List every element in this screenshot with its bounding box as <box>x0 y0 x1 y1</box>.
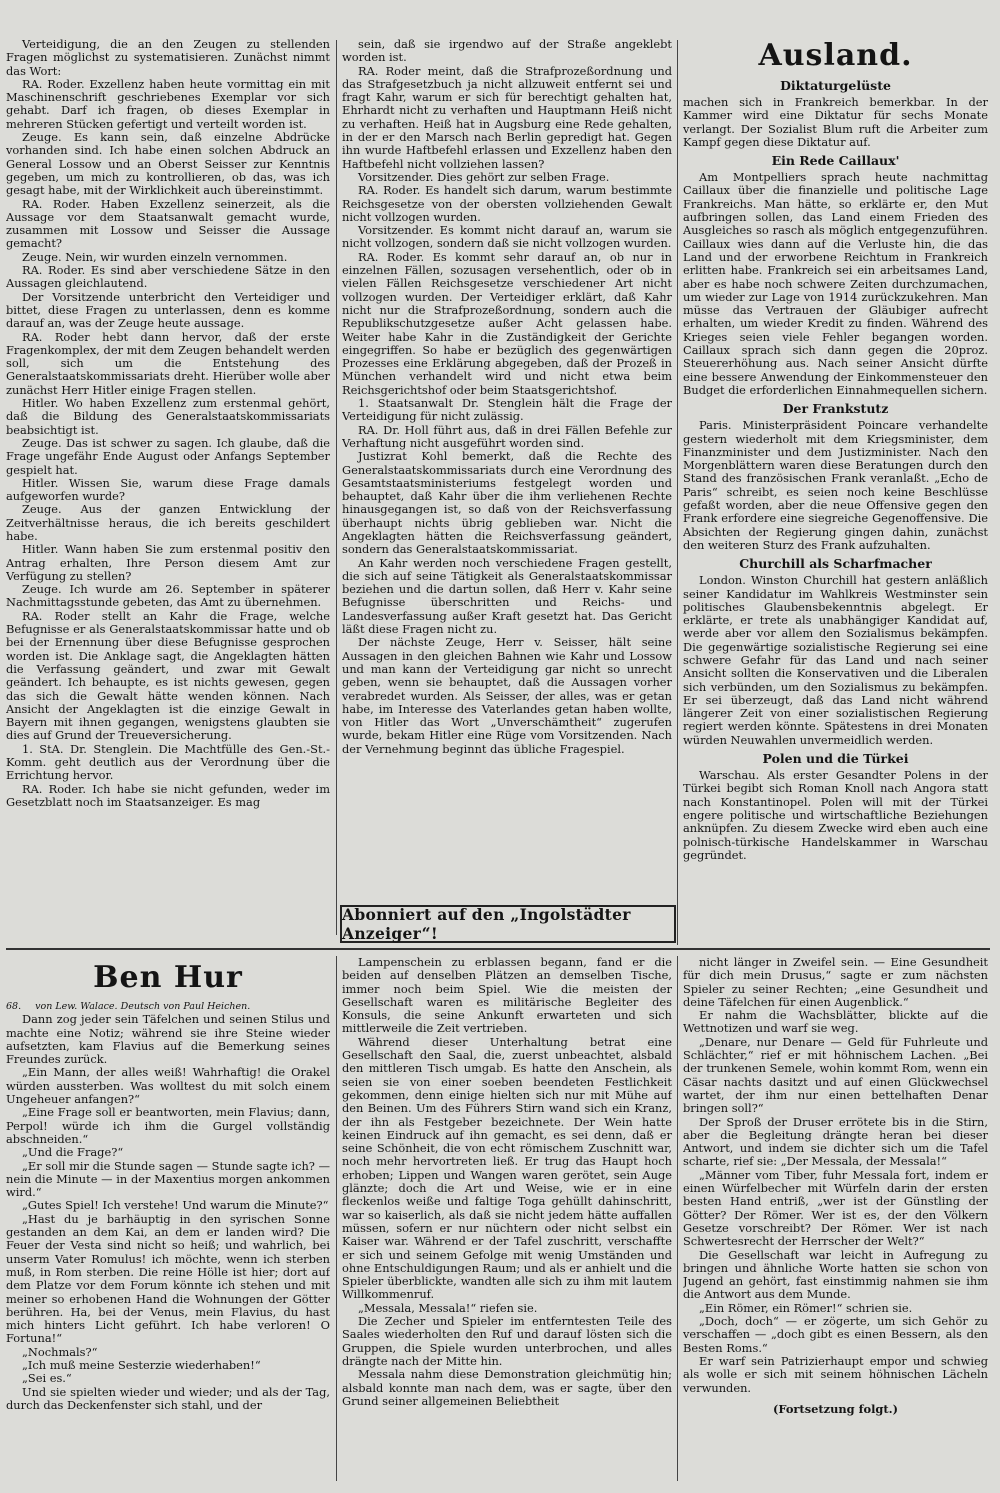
article-paragraph: 1. StA. Dr. Stenglein. Die Machtfülle des Gen.-St.-Komm. geht deutlich aus der Verordnung über die Errichtung hervor. <box>6 741 330 783</box>
novel-paragraph: „Männer vom Tiber, fuhr Messala fort, indem er einen Würfelbecher mit Würfeln darin der ersten besten Hand entriß, „wer ist der Günstling der Götter? Der Römer. Wer ist es, der den Völkern Gesetze vorschreibt? Der Römer. Wer ist nach Schwertesrecht der Herrscher der Welt?“ <box>683 1167 988 1249</box>
upper-column-2 <box>342 38 672 900</box>
article-paragraph: Hitler. Wo haben Exzellenz zum erstenmal gehört, daß die Bildung des Generalstaatskommissariats beabsichtigt ist. <box>6 396 330 437</box>
novel-column-1 <box>6 956 330 1486</box>
upper-column-3-foreign-news <box>683 38 988 948</box>
novel-paragraph: „Sei es.“ <box>22 1371 72 1386</box>
novel-paragraph: „Hast du je barhäuptig in den syrischen Sonne gestanden an dem Kai, an dem er landen wird? Die Feuer der Vesta sind nicht so heiß; und wahrlich, bei unserm Vater Romulus! ich möchte, wenn ich sterben muß, in Rom sterben. Die reine Hölle ist hier; dort auf dem Platze vor dem Forum könnte ich stehen und mit meiner so erhobenen Hand die Wohnungen der Götter berühren. Ha, bei der Venus, mein Flavius, du hast mich hinters Licht geführt. Ich habe verloren! O Fortuna!“ <box>6 1211 330 1346</box>
news-subheading: Ein Rede Caillaux' <box>771 153 900 169</box>
novel-column-1-body <box>6 1013 330 1412</box>
novel-paragraph: „Und die Frage?“ <box>22 1145 124 1160</box>
article-paragraph: Zeuge. Nein, wir wurden einzeln vernommen. <box>22 249 288 264</box>
novel-paragraph: Er nahm die Wachsblätter, blickte auf die Wettnotizen und warf sie weg. <box>683 1008 988 1036</box>
novel-title: Ben Hur <box>93 960 243 995</box>
novel-paragraph: „Ein Mann, der alles weiß! Wahrhaftig! die Orakel würden aussterben. Was wolltest du mit solch einem Ungeheuer anfangen?“ <box>6 1065 330 1107</box>
novel-paragraph: „Denare, nur Denare — Geld für Fuhrleute und Schlächter,“ rief er mit höhnischem Lachen. „Bei der trunkenen Semele, wohin kommt Rom, wenn ein Cäsar nachts dasitzt und auf einen Glückwechsel wartet, der ihm nur einen bettelhaften Denar bringen soll?“ <box>683 1034 988 1116</box>
novel-paragraph: Die Zecher und Spieler im entferntesten Teile des Saales wiederholten den Ruf und darauf lösten sich die Gruppen, die Spiele wurden unterbrochen, und alles drängte nach der Mitte hin. <box>342 1314 672 1368</box>
news-paragraph: London. Winston Churchill hat gestern anläßlich seiner Kandidatur im Wahlkreis Westminster sein politisches Glaubensbekenntnis abgelegt. Er erklärte, er trete als unabhängiger Kandidat auf, werde aber vor allem den Sozialismus bekämpfen. Die gegenwärtige sozialistische Regierung sei eine schwere Gefahr für das Land und nach seiner Ansicht sollten die Konservativen und die Liberalen sich verbünden, um den Sozialismus zu bekämpfen. Er sei überzeugt, daß das Land nicht während längerer Zeit von einer sozialistischen Regierung regiert werden könnte. Spätestens in drei Monaten würden Neuwahlen unvermeidlich werden. <box>683 573 988 747</box>
article-paragraph: An Kahr werden noch verschiedene Fragen gestellt, die sich auf seine Tätigkeit als Generalstaatskommissar beziehen und die dartun sollen, daß Herr v. Kahr seine Befugnisse überschritten und Reichs- und Landesverfassung außer Kraft gesetzt hat. Das Gericht läßt diese Fragen nicht zu. <box>342 555 672 637</box>
installment-number: 68. <box>6 1001 22 1012</box>
article-paragraph: Hitler. Wann haben Sie zum erstenmal positiv den Antrag erhalten, Ihre Person diesem Amt zur Verfügung zu stellen? <box>6 542 330 583</box>
article-paragraph: Der Vorsitzende unterbricht den Verteidiger und bittet, diese Fragen zu unterlassen, denn es komme darauf an, was der Zeuge heute aussage. <box>6 289 330 331</box>
news-paragraph: Warschau. Als erster Gesandter Polens in der Türkei begibt sich Roman Knoll nach Angora statt nach Konstantinopel. Polen will mit der Türkei engere politische und wirtschaftliche Beziehungen anknüpfen. Zu diesem Zwecke wird eben auch eine polnisch-türkische Handelskammer in Warschau gegründet. <box>683 768 988 862</box>
article-paragraph: Verteidigung, die an den Zeugen zu stellenden Fragen möglichst zu systematisieren. Zunächst nimmt das Wort: <box>6 38 330 78</box>
novel-paragraph: „Ich muß meine Sesterzie wiederhaben!“ <box>22 1358 261 1373</box>
novel-column-3-body <box>683 956 988 1395</box>
column-rule <box>336 40 337 935</box>
novel-paragraph: „Gutes Spiel! Ich verstehe! Und warum die Minute?“ <box>22 1198 329 1213</box>
article-paragraph: RA. Roder hebt dann hervor, daß der erste Fragenkomplex, der mit dem Zeugen behandelt werden soll, sich um die Entstehung des Generalstaatskommissariats dreht. Hierüber wolle aber zunächst Herr Hitler einige Fragen stellen. <box>6 329 330 397</box>
novel-paragraph: Während dieser Unterhaltung betrat eine Gesellschaft den Saal, die, zuerst unbeachtet, alsbald den mittleren Tisch umgab. Es hatte den Anschein, als seien sie von einer soeben beendeten Festlichkeit gekommen, denn einige hielten sich nur mit Mühe auf den Beinen. Um des Führers Stirn wand sich ein Kranz, der ihn als Festgeber bezeichnete. Der Wein hatte keinen Eindruck auf ihn gemacht, es sei denn, daß er seine Schönheit, die von echt römischem Zuschnitt war, noch mehr hervortreten ließ. Er trug das Haupt hoch erhoben; Lippen und Wangen waren gerötet, sein Auge glänzte; doch die Art und Weise, wie er in eine fleckenlos weiße und faltige Toga gehüllt dahinschritt, war so kaiserlich, als daß sie nicht jedem hätte auffallen müssen, sofern er nur nüchtern oder nicht selbst ein Kaiser war. Während er der Tafel zuschritt, verschaffte er sich und seinem Gefolge mit wenig Umständen und ohne Entschuldigungen Raum; und als er anhielt und die Spieler überblickte, wandten alle sich zu ihm mit lautem Willkommenruf. <box>342 1034 672 1302</box>
novel-paragraph: „Doch, doch“ — er zögerte, um sich Gehör zu verschaffen — „doch gibt es einen Bessern, als den Besten Roms.“ <box>683 1314 988 1355</box>
news-paragraph: Paris. Ministerpräsident Poincare verhandelte gestern wiederholt mit dem Kriegsminister, dem Finanzminister und dem Justizminister. Nach den Morgenblättern waren diese Beratungen durch den Stand des französischen Frank veranlaßt. „Echo de Paris“ schreibt, es seien noch keine Beschlüsse gefaßt worden, aber die neue Offensive gegen den Frank erfordere eine siegreiche Gegenoffensive. Die Absichten der Regierung gingen dahin, zunächst den weiteren Sturz des Frank aufzuhalten. <box>683 418 988 552</box>
article-paragraph: Zeuge. Aus der ganzen Entwicklung der Zeitverhältnisse heraus, die ich bereits geschildert habe. <box>6 502 330 543</box>
news-subheading: Polen und die Türkei <box>762 751 909 767</box>
article-paragraph: Justizrat Kohl bemerkt, daß die Rechte des Generalstaatskommissariats durch eine Verordnung des Gesamtstaatsministeriums festgelegt worden und behauptet, daß Kahr über die ihm verliehenen Rechte hinausgegangen ist, so daß von der Reichsverfassung überhaupt nichts übrig geblieben war. Nicht die Angeklagten hätten die Reichsverfassung geändert, sondern das Generalstaatskommissariat. <box>342 449 672 557</box>
novel-paragraph: Der Sproß der Druser errötete bis in die Stirn, aber die Begleitung drängte heran bei dieser Antwort, und indem sie dichter sich um die Tafel scharte, rief sie: „Der Messala, der Messala!“ <box>683 1114 988 1169</box>
article-paragraph: RA. Dr. Holl führt aus, daß in drei Fällen Befehle zur Verhaftung nicht ausgeführt worden sind. <box>342 422 672 450</box>
article-paragraph: Vorsitzender. Dies gehört zur selben Frage. <box>358 169 610 184</box>
novel-paragraph: „Ein Römer, ein Römer!“ schrien sie. <box>699 1300 913 1315</box>
novel-paragraph: Messala nahm diese Demonstration gleichmütig hin; alsbald konnte man nach dem, was er sagte, über den Grund seiner allgemeinen Beliebtheit <box>342 1367 672 1408</box>
article-paragraph: Zeuge. Das ist schwer zu sagen. Ich glaube, daß die Frage ungefähr Ende August oder Anfangs September gespielt hat. <box>6 435 330 477</box>
news-paragraph: Am Montpelliers sprach heute nachmittag Caillaux über die finanzielle und politische Lage Frankreichs. Man hätte, so erklärte er, den Mut aufbringen sollen, das Land einem Frieden des Ausgleiches so rasch als möglich entgegenzuführen. Caillaux wies dann auf die Verluste hin, die das Land und der erworbene Reichtum in Frankreich erlitten habe. Frankreich sei ein arbeitsames Land, aber es habe noch schwere Zeiten durchzumachen, um wieder zur Lage von 1914 zurückzukehren. Man müsse das Vertrauen der Gläubiger aufrecht erhalten, um wieder Kredit zu finden. Während des Krieges seien viele Fehler begangen worden. Caillaux sprach sich dann gegen die 20proz. Steuererhöhung aus. Nach seiner Ansicht dürfte eine bessere Anwendung der Einkommensteuer den Budget die erforderlichen Einnahmequellen sichern. <box>683 170 988 397</box>
novel-paragraph: „Er soll mir die Stunde sagen — Stunde sagte ich? — nein die Minute — in der Maxentius morgen ankommen wird.“ <box>6 1158 330 1200</box>
novel-paragraph: „Messala, Messala!“ riefen sie. <box>358 1300 538 1315</box>
article-paragraph: RA. Roder. Exzellenz haben heute vormittag ein mit Maschinenschrift geschriebenes Exemplar vor sich gehabt. Darf ich fragen, ob dieses Exemplar in mehreren Stücken gefertigt und verteilt worden ist. <box>6 76 330 131</box>
news-subheading: Churchill als Scharfmacher <box>739 556 932 572</box>
article-paragraph: RA. Roder. Haben Exzellenz seinerzeit, als die Aussage vor dem Staatsanwalt gemacht wurde, zusammen mit Lossow und Seisser die Aussage gemacht? <box>6 196 330 251</box>
upper-column-1 <box>6 38 330 938</box>
subscription-banner: Abonniert auf den „Ingolstädter Anzeiger“! <box>340 905 676 943</box>
novel-paragraph: Dann zog jeder sein Täfelchen und seinen Stilus und machte eine Notiz; während sie ihre Steine wieder aufsetzten, kam Flavius auf die Bemerkung seines Freundes zurück. <box>6 1012 330 1067</box>
article-paragraph: Vorsitzender. Es kommt nicht darauf an, warum sie nicht vollzogen, sondern daß sie nicht vollzogen wurden. <box>342 223 672 251</box>
article-paragraph: Zeuge. Es kann sein, daß einzelne Abdrücke vorhanden sind. Ich habe einen solchen Abdruck an General Lossow und an Oberst Seisser zur Kenntnis gegeben, um mich zu kontrollieren, ob das, was ich gesagt habe, mit der Wirklichkeit auch übereinstimmt. <box>6 130 330 198</box>
section-title: Ausland. <box>758 38 913 73</box>
article-paragraph: RA. Roder stellt an Kahr die Frage, welche Befugnisse er als Generalstaatskommissar hatte und ob bei der Ernennung über diese Befugnisse gesprochen worden ist. Die Anklage sagt, die Angeklagten hätten die Verfassung geändert, und zwar mit Gewalt geändert. Ich behaupte, es ist nichts gewesen, gegen das sich die Gewalt hätte wenden können. Nach Ansicht der Angeklagten ist die einzige Gewalt in Bayern mit ihnen gegangen, wenigstens glaubten sie dies auf Grund der Treueversicherung. <box>6 608 330 743</box>
column-rule <box>336 956 337 1481</box>
article-paragraph: Zeuge. Ich wurde am 26. September in späterer Nachmittagsstunde gebeten, das Amt zu übernehmen. <box>6 582 330 610</box>
article-paragraph: RA. Roder. Ich habe sie nicht gefunden, weder im Gesetzblatt noch im Staatsanzeiger. Es mag <box>6 781 330 809</box>
news-paragraph: machen sich in Frankreich bemerkbar. In der Kammer wird eine Diktatur für sechs Monate verlangt. Der Sozialist Blum ruft die Arbeiter zum Kampf gegen diese Diktatur auf. <box>683 95 988 149</box>
novel-paragraph: „Nochmals?“ <box>22 1344 98 1359</box>
article-paragraph: sein, daß sie irgendwo auf der Straße angeklebt worden ist. <box>342 38 672 65</box>
column-rule <box>677 956 678 1481</box>
novel-paragraph: „Eine Frage soll er beantworten, mein Flavius; dann, Perpol! würde ich ihm die Gurgel vollständig abschneiden.“ <box>6 1105 330 1146</box>
article-paragraph: RA. Roder. Es handelt sich darum, warum bestimmte Reichsgesetze von der obersten vollziehenden Gewalt nicht vollzogen wurden. <box>342 183 672 224</box>
section-divider <box>6 948 990 950</box>
article-paragraph: RA. Roder meint, daß die Strafprozeßordnung und das Strafgesetzbuch ja nicht allzuweit entfernt sei und fragt Kahr, warum er sich für berechtigt gehalten hat, Ehrhardt nicht zu verhaften und Hauptmann Heiß nicht zu verhaften. Heiß hat in Augsburg eine Rede gehalten, in der er den Marsch nach Berlin gepredigt hat. Gegen ihn wurde Haftbefehl erlassen und Exzellenz haben den Haftbefehl nicht vollziehen lassen? <box>342 63 672 171</box>
article-paragraph: Hitler. Wissen Sie, warum diese Frage damals aufgeworfen wurde? <box>6 475 330 504</box>
novel-paragraph: Die Gesellschaft war leicht in Aufregung zu bringen und ähnliche Worte hatten sie schon von Jugend an gehört, fast einstimmig nahmen sie ihm die Antwort aus dem Munde. <box>683 1247 988 1302</box>
article-paragraph: 1. Staatsanwalt Dr. Stenglein hält die Frage der Verteidigung für nicht zulässig. <box>342 396 672 424</box>
column-rule <box>677 40 678 945</box>
news-subheading: Der Frankstutz <box>782 401 889 417</box>
novel-paragraph: nicht länger in Zweifel sein. — Eine Gesundheit für dich mein Drusus,“ sagte er zum nächsten Spieler zu seiner Rechten; „eine Gesundheit und deine Täfelchen für einen Augenblick.“ <box>683 956 988 1009</box>
news-subheading: Diktaturgelüste <box>780 78 891 93</box>
novel-byline <box>6 1000 330 1013</box>
novel-paragraph: Und sie spielten wieder und wieder; und als der Tag, durch das Deckenfenster sich stahl, und der <box>6 1384 330 1412</box>
article-paragraph: RA. Roder. Es kommt sehr darauf an, ob nur in einzelnen Fällen, sozusagen versehentlich, oder ob in vielen Fällen Reichsgesetze verschiedener Art nicht vollzogen wurden. Der Verteidiger erklärt, daß Kahr nicht nur die Strafprozeßordnung, sondern auch die Republikschutzgesetze außer Acht gelassen habe. Weiter habe Kahr in die Zuständigkeit der Gerichte eingegriffen. So habe er bezüglich des gegenwärtigen Prozesses eine Erklärung abgegeben, daß der Prozeß in München verhandelt wird und nicht etwa beim Reichsgerichtshof oder beim Staatsgerichtshof. <box>342 249 672 397</box>
author-translator: von Lew. Walace. Deutsch von Paul Heichen. <box>35 1001 251 1012</box>
novel-paragraph: Lampenschein zu erblassen begann, fand er die beiden auf denselben Plätzen an demselben Tische, immer noch beim Spiel. Wie die meisten der Gesellschaft waren es militärische Begleiter des Konsuls, die seine Ankunft erwarteten und sich mittlerweile die Zeit vertrieben. <box>342 956 672 1036</box>
novel-paragraph: Er warf sein Patrizierhaupt empor und schwieg als wolle er sich mit seinem höhnischen Lächeln verwunden. <box>683 1353 988 1395</box>
article-paragraph: Der nächste Zeuge, Herr v. Seisser, hält seine Aussagen in den gleichen Bahnen wie Kahr und Lossow und man kann der Verteidigung gar nicht so unrecht geben, wenn sie behauptet, daß die Aussagen vorher verabredet wurden. Als Seisser, der alles, was er getan habe, im Interesse des Vaterlandes getan haben wollte, von Hitler das Wort „Unverschämtheit“ zugerufen wurde, bekam Hitler eine Rüge vom Vorsitzenden. Nach der Vernehmung beginnt das übliche Fragespiel. <box>342 635 672 756</box>
novel-column-2 <box>342 956 672 1486</box>
novel-column-3 <box>683 956 988 1486</box>
continued-notice: (Fortsetzung folgt.) <box>772 1401 898 1416</box>
foreign-news-body <box>683 78 988 862</box>
article-paragraph: RA. Roder. Es sind aber verschiedene Sätze in den Aussagen gleichlautend. <box>6 263 330 291</box>
